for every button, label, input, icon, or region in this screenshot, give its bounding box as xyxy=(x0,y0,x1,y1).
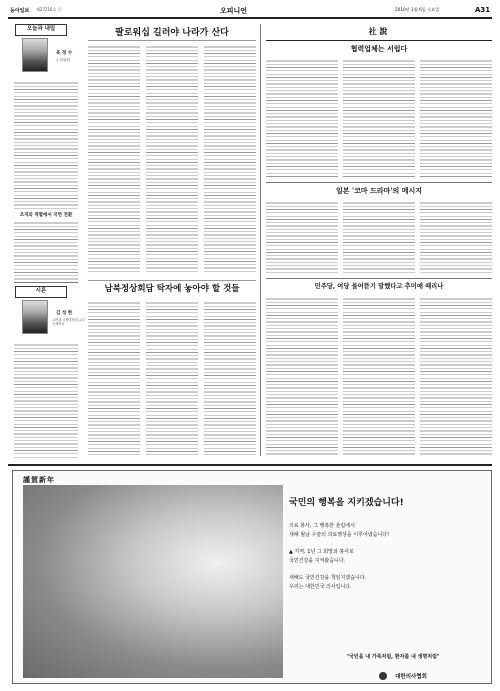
editorial-1-body-b xyxy=(343,58,415,178)
columnist-title-2: 고려대 국제대학원 교수 국제정치 xyxy=(52,318,85,326)
left-bottom-label: 시론 xyxy=(35,288,47,294)
columnist-title-1: 논설위원 xyxy=(56,58,70,62)
editorial-3-body-b xyxy=(343,296,415,456)
ad-photo xyxy=(23,485,283,678)
ad-org-name: 대한의사협회 xyxy=(395,673,427,680)
ad-text-panel xyxy=(289,491,485,651)
editorial-2-body-b xyxy=(343,200,415,274)
editorial-headline-1: 협력업체는 서럽다 xyxy=(350,44,408,53)
editorial-3-body-a xyxy=(266,296,338,456)
column2-headline: 남북정상회담 탁자에 놓아야 할 것들 xyxy=(104,284,240,294)
paper-name: 동아일보 xyxy=(10,8,30,14)
left-bottom-body xyxy=(14,342,78,458)
ad-slogan: "국민을 내 가족처럼, 환자를 내 생명처럼" xyxy=(346,654,440,660)
column1-body-col-a xyxy=(88,44,140,274)
ad-org-row xyxy=(343,665,463,684)
editorial-label: 社 說 xyxy=(368,26,388,36)
left-bottom-label-box xyxy=(15,286,67,298)
date: 2010년 1월 6일 수요일 xyxy=(395,7,440,12)
editorial-headline-3: 민주당, 여당 물어뜯기 말했다고 추미애 때리나 xyxy=(314,283,444,290)
ad-top-rule xyxy=(8,464,492,466)
left-top-label-box xyxy=(15,24,67,36)
columnist-photo-2 xyxy=(22,300,48,334)
column2-body-col-b xyxy=(146,300,198,456)
section-title: 오피니언 xyxy=(220,7,248,15)
column1-body-col-b xyxy=(146,44,198,274)
editorial-divider-1 xyxy=(266,182,492,183)
ad-org-logo-icon xyxy=(379,672,387,680)
editorial-divider-2 xyxy=(266,278,492,279)
masthead-rule xyxy=(8,17,492,19)
ad-title: 국민의 행복을 지키겠습니다! xyxy=(289,498,404,508)
editorial-headline-2: 일본 '코마 드라마'의 메시지 xyxy=(336,186,422,195)
editorial-label-box xyxy=(358,26,398,38)
issue-number: 제27216호 ⓔ xyxy=(36,7,62,12)
left-top-label: 오늘과 내일 xyxy=(26,26,56,32)
columnist-name-2: 김 성 한 xyxy=(56,311,73,316)
left-divider xyxy=(14,282,78,283)
left-top-subhead: 조직의 역할에서 국면 전환 xyxy=(19,213,73,218)
ad-line-3: ▲ 지역, 1년 그 희망과 봉사로 xyxy=(289,549,354,555)
editorial-1-body-a xyxy=(266,58,338,178)
column-separator xyxy=(260,24,261,456)
ad-line-5: 새해도 국민건강을 책임지겠습니다. xyxy=(289,575,367,581)
editorial-rule-1 xyxy=(266,40,492,41)
left-top-body-2 xyxy=(14,220,78,280)
ad-line-2: 새해 월남 수술의 의료행상을 이루어냈습니다! xyxy=(289,532,390,538)
column1-body-col-c xyxy=(204,44,256,274)
columnist-name-1: 육 정 수 xyxy=(56,51,73,56)
editorial-2-body-a xyxy=(266,200,338,274)
columnist-photo-1 xyxy=(22,38,48,72)
ad-banner: 謹賀新年 xyxy=(23,475,55,484)
ad-line-6: 우리는 대한민국 의사입니다. xyxy=(289,584,352,590)
column2-body-col-c xyxy=(204,300,256,456)
editorial-1-body-c xyxy=(420,58,492,178)
editorial-3-body-c xyxy=(420,296,492,456)
ad-box xyxy=(12,470,492,684)
ad-line-1: 의료 봉사, 그 행복한 울림에서 xyxy=(289,523,355,529)
ad-line-4: 국민건강을 지켜왔습니다. xyxy=(289,558,346,564)
column2-top-rule xyxy=(88,280,256,281)
column2-body-col-a xyxy=(88,300,140,456)
left-top-body xyxy=(14,80,78,210)
column1-rule xyxy=(88,40,256,41)
column1-headline: 팔로워십 길러야 나라가 산다 xyxy=(115,28,229,38)
editorial-2-body-c xyxy=(420,200,492,274)
page-number: A31 xyxy=(475,6,491,14)
